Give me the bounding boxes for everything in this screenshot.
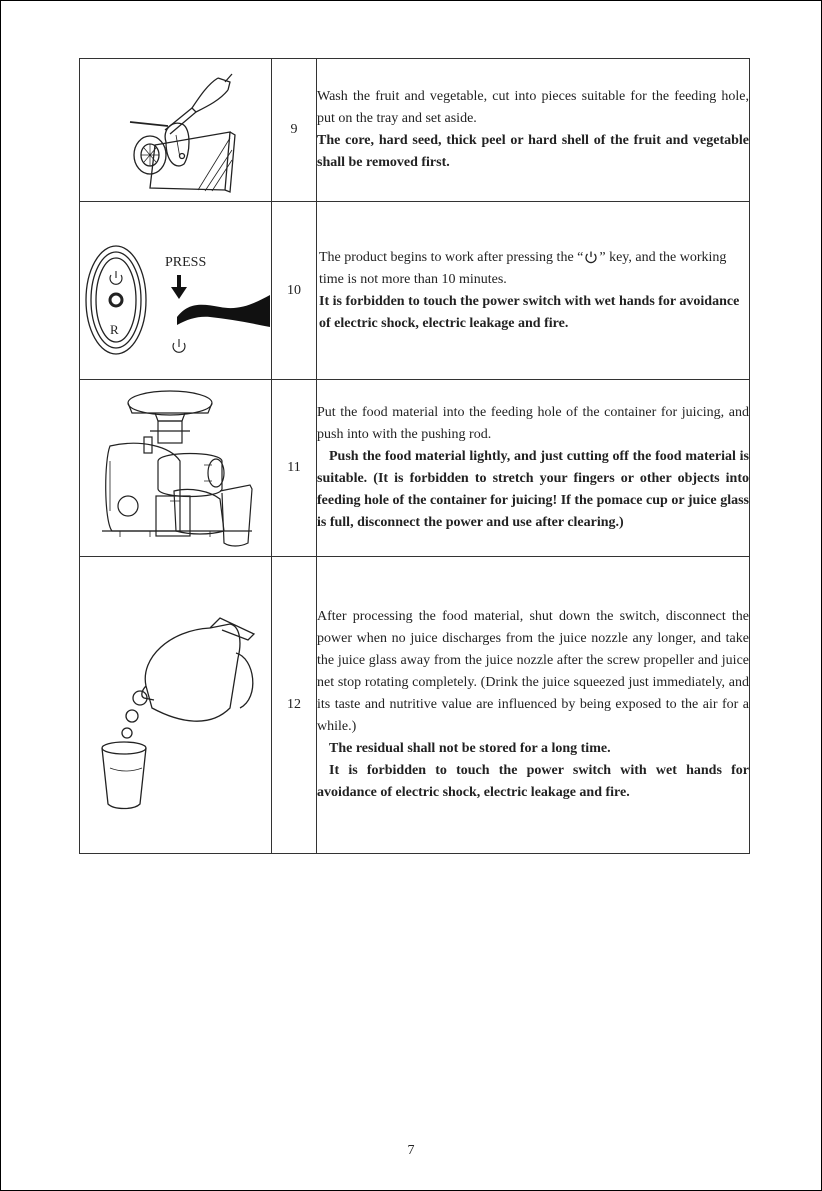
step-10-illustration-cell (80, 202, 272, 380)
step-10-warning-text: It is forbidden to touch the power switch with wet hands for avoidance of electric shock, electric leakage and fire. (319, 293, 740, 331)
step-9-illustration-cell (80, 59, 272, 202)
step-12-normal-text: After processing the food material, shut down the switch, disconnect the power when no juice discharges from the juice nozzle any longer, and take the juice glass away from the juice nozzle after the screw propeller and juice net stop rotating completely. (Drink the juice squeezed just immediately, and its taste and nutritive value are influenced by being exposed to the air for a while.) (317, 609, 749, 734)
step-row-11 (80, 380, 750, 557)
step-12-text (317, 557, 750, 854)
step-10-normal-text-start: The product begins to work after pressing the “ (319, 249, 584, 265)
step-9-normal-text: Wash the fruit and vegetable, cut into pieces suitable for the feeding hole, put on the tray and set aside. (317, 89, 749, 126)
juicer-with-cups-icon (80, 381, 271, 556)
step-12-warning-text-1: The residual shall not be stored for a long time. (329, 741, 611, 756)
step-number: 12 (272, 557, 317, 854)
power-button-press-icon (80, 203, 271, 379)
step-10-text (317, 202, 750, 380)
step-11-illustration-cell (80, 380, 272, 557)
jug-pouring-juice-icon (80, 558, 271, 853)
step-9-warning-text: The core, hard seed, thick peel or hard shell of the fruit and vegetable shall be removed first. (317, 133, 749, 170)
instruction-table (79, 58, 750, 854)
step-11-text (317, 380, 750, 557)
step-9-text (317, 59, 750, 202)
step-row-10 (80, 202, 750, 380)
step-11-normal-text: Put the food material into the feeding hole of the container for juicing, and push into with the pushing rod. (317, 405, 749, 442)
step-number: 11 (272, 380, 317, 557)
step-row-12 (80, 557, 750, 854)
reverse-label: R (110, 321, 119, 337)
step-number: 9 (272, 59, 317, 202)
step-12-warning-text-2: It is forbidden to touch the power switch with wet hands for avoidance of electric shock, electric leakage and fire. (317, 763, 749, 800)
knife-cutting-fruit-icon (80, 60, 271, 201)
page-number: 7 (407, 1143, 415, 1158)
step-11-warning-text: Push the food material lightly, and just cutting off the food material is suitable. (It is forbidden to stretch your fingers or other objects into feeding hole of the container for juicing! If the pomace cup or juice glass is full, disconnect the power and use after clearing.) (317, 449, 749, 530)
power-symbol-icon (583, 250, 599, 264)
press-label: PRESS (165, 254, 207, 270)
step-row-9 (80, 59, 750, 202)
step-10-normal-text-end: ” key, and the working time is not more than 10 minutes. (319, 249, 727, 287)
step-12-illustration-cell (80, 557, 272, 854)
step-number: 10 (272, 202, 317, 380)
